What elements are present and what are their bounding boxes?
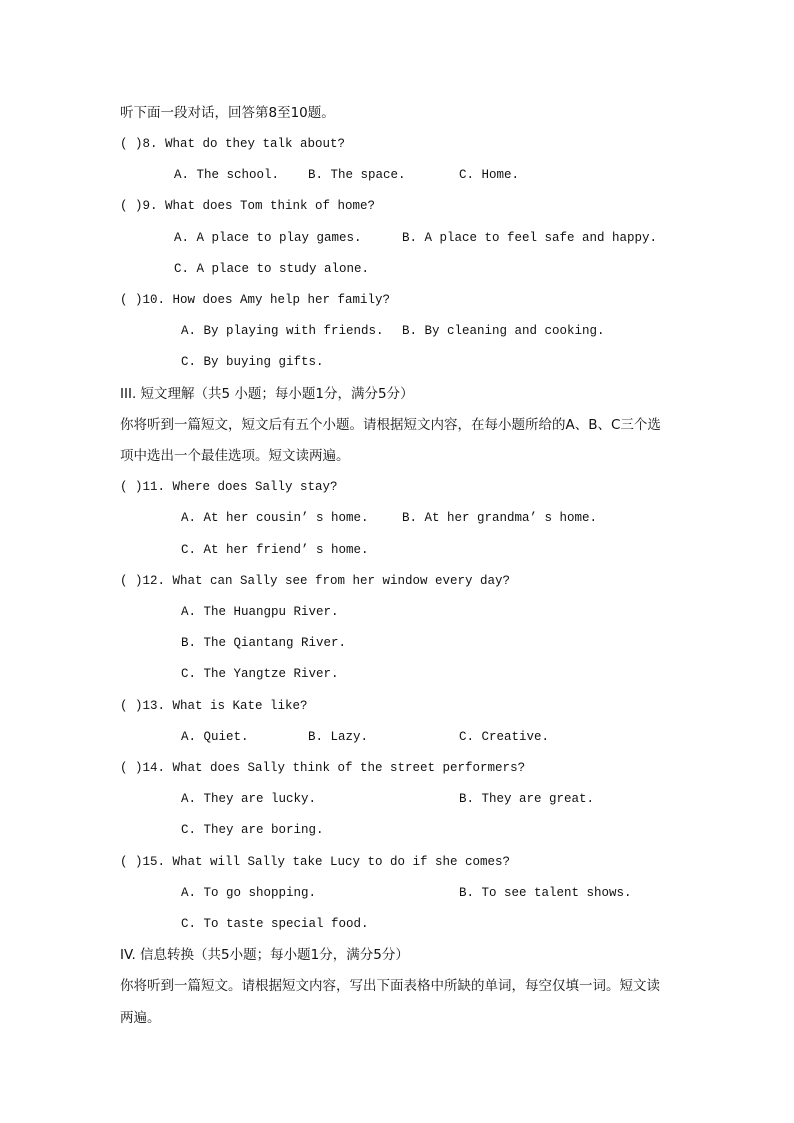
q8-option-a: A. The school. (174, 168, 280, 182)
q13-option-a: A. Quiet. (181, 730, 249, 744)
q8-option-b: B. The space. (308, 168, 406, 182)
section-4-instructions-line2: 两遍。 (120, 1010, 161, 1026)
q10-option-c: C. By buying gifts. (181, 355, 324, 369)
question-11: ( )11. Where does Sally stay? (120, 480, 338, 494)
q13-option-b: B. Lazy. (308, 730, 369, 744)
q9-option-c: C. A place to study alone. (174, 262, 370, 276)
section-3-instructions-line1: 你将听到一篇短文，短文后有五个小题。请根据短文内容，在每小题所给的A、B、C三个选 (120, 417, 661, 433)
question-9: ( )9. What does Tom think of home? (120, 199, 376, 213)
q15-option-c: C. To taste special food. (181, 917, 369, 931)
section-3-instructions-line2: 项中选出一个最佳选项。短文读两遍。 (120, 448, 350, 464)
q12-option-b: B. The Qiantang River. (181, 636, 347, 650)
q10-option-a: A. By playing with friends. (181, 324, 384, 338)
question-12: ( )12. What can Sally see from her window every day? (120, 574, 511, 588)
q12-option-a: A. The Huangpu River. (181, 605, 339, 619)
listening-intro: 听下面一段对话，回答第8至10题。 (120, 105, 335, 121)
question-14: ( )14. What does Sally think of the street performers? (120, 761, 526, 775)
q14-option-b: B. They are great. (459, 792, 595, 806)
q11-option-c: C. At her friend’ s home. (181, 543, 369, 557)
question-8: ( )8. What do they talk about? (120, 137, 346, 151)
q11-option-a: A. At her cousin’ s home. (181, 511, 369, 525)
q14-option-c: C. They are boring. (181, 823, 324, 837)
section-3-title: III. 短文理解（共5 小题；每小题1分，满分5分） (120, 386, 414, 402)
q15-option-a: A. To go shopping. (181, 886, 317, 900)
section-4-instructions-line1: 你将听到一篇短文。请根据短文内容，写出下面表格中所缺的单词，每空仅填一词。短文读 (120, 978, 660, 994)
q8-option-c: C. Home. (459, 168, 520, 182)
q10-option-b: B. By cleaning and cooking. (402, 324, 605, 338)
q9-option-a: A. A place to play games. (174, 231, 362, 245)
q9-option-b: B. A place to feel safe and happy. (402, 231, 658, 245)
q11-option-b: B. At her grandma’ s home. (402, 511, 598, 525)
question-10: ( )10. How does Amy help her family? (120, 293, 391, 307)
section-4-title: IV. 信息转换（共5小题；每小题1分，满分5分） (120, 947, 409, 963)
q14-option-a: A. They are lucky. (181, 792, 317, 806)
q15-option-b: B. To see talent shows. (459, 886, 632, 900)
question-13: ( )13. What is Kate like? (120, 699, 308, 713)
q12-option-c: C. The Yangtze River. (181, 667, 339, 681)
q13-option-c: C. Creative. (459, 730, 550, 744)
question-15: ( )15. What will Sally take Lucy to do if she comes? (120, 855, 511, 869)
